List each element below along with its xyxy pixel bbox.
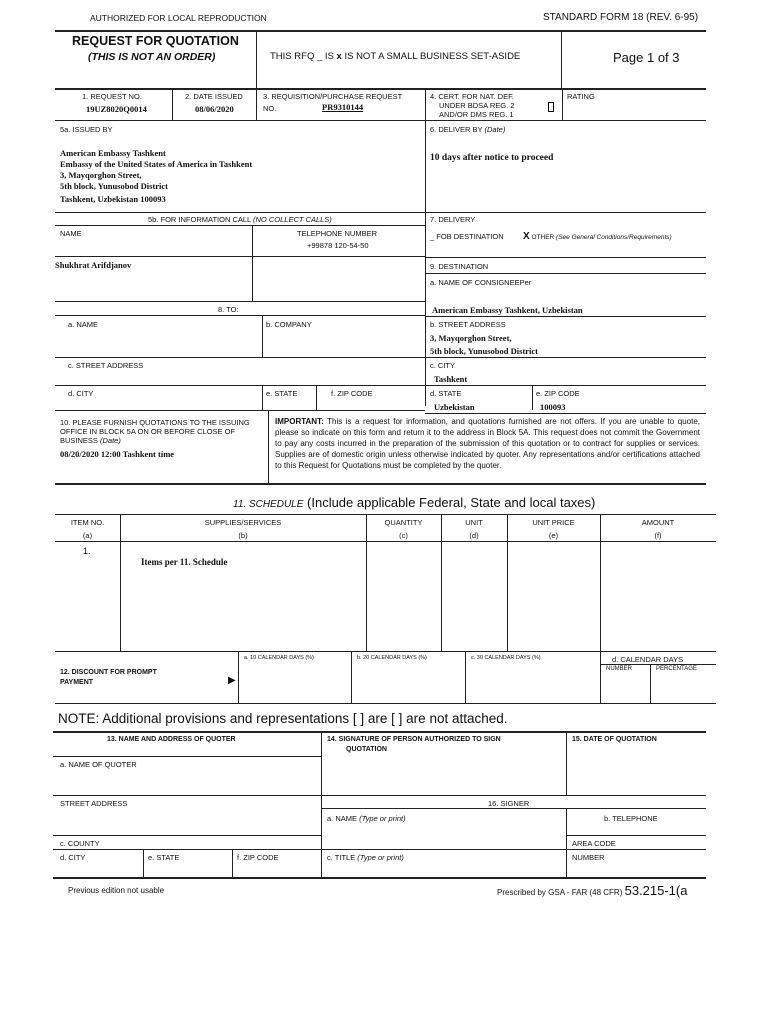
city-value: Tashkent: [434, 374, 468, 384]
request-no-value: 19UZ8020Q0014: [86, 104, 147, 114]
quoter-zip-label: f. ZIP CODE: [237, 853, 279, 862]
quoter-name-label: a. NAME OF QUOTER: [60, 760, 137, 769]
discount-10-days: a. 10 CALENDAR DAYS (%): [244, 655, 314, 661]
schedule-title: 11. SCHEDULE (Include applicable Federal, State and local taxes): [233, 495, 596, 510]
to-zip-label: f. ZIP CODE: [331, 389, 373, 398]
state-label: d. STATE: [430, 389, 462, 398]
discount-percentage: PERCENTAGE: [656, 666, 697, 672]
important-notice: IMPORTANT: This is a request for information, and quotations furnished are not offers. If you are unable to quote, please so indicate on this form and return it to the address in Block 5A. This request does not commit the Government to pay any costs incurred in the preparation of the submission of this quotation or to contract for supplies or services. Supplies are of domestic origin unless otherwise indicated by quoter. Any representations and/or certifications attached to this Request for Quotations must be completed by the quoter.: [275, 417, 700, 470]
discount-calendar-days: d. CALENDAR DAYS: [612, 655, 684, 664]
cert-checkbox[interactable]: [548, 102, 554, 112]
delivery-label: 7. DELIVERY: [430, 215, 476, 224]
date-issued-value: 08/06/2020: [195, 104, 234, 114]
state-value: Uzbekistan: [434, 402, 475, 412]
cert-label-1: 4. CERT. FOR NAT. DEF.: [430, 92, 514, 101]
area-code-label: AREA CODE: [572, 839, 616, 848]
street-address-line-2: 5th block, Yunusobod District: [430, 346, 539, 356]
quoter-state-label: e. STATE: [148, 853, 180, 862]
provisions-note: NOTE: Additional provisions and representations [ ] are [ ] are not attached.: [58, 711, 508, 726]
col-item-no: ITEM NO.: [70, 518, 105, 527]
form-title: REQUEST FOR QUOTATION: [72, 34, 239, 48]
delivery-other-option[interactable]: X OTHER (See General Conditions/Requirements): [523, 231, 672, 242]
discount-label-1: 12. DISCOUNT FOR PROMPT: [60, 669, 157, 676]
request-no-label: 1. REQUEST NO.: [82, 92, 142, 101]
issued-by-line-1: American Embassy Tashkent: [60, 148, 166, 158]
col-amount-sub: (f): [654, 531, 662, 540]
col-unit-sub: (d): [469, 531, 479, 540]
item-description: Items per 11. Schedule: [141, 557, 228, 567]
col-supplies-sub: (b): [238, 531, 248, 540]
phone-number-label: NUMBER: [572, 853, 605, 862]
issued-by-line-3: 3, Mayqorghon Street,: [60, 170, 142, 180]
signer-name-label: a. NAME (Type or print): [327, 814, 406, 823]
deliver-by-label: 6. DELIVER BY (Date): [430, 125, 506, 134]
quoter-county-label: c. COUNTY: [60, 839, 100, 848]
requisition-no-label: NO.: [263, 104, 277, 113]
contact-name-label: NAME: [60, 229, 82, 238]
city-label: c. CITY: [430, 361, 456, 370]
col-supplies: SUPPLIES/SERVICES: [204, 518, 282, 527]
footer-edition-note: Previous edition not usable: [68, 886, 165, 895]
quoter-street-label: STREET ADDRESS: [60, 799, 128, 808]
discount-20-days: b. 20 CALENDAR DAYS (%): [357, 655, 427, 661]
issued-by-label: 5a. ISSUED BY: [60, 125, 113, 134]
form-number: STANDARD FORM 18 (REV. 6-95): [543, 12, 699, 23]
issued-by-line-2: Embassy of the United States of America in Tashkent: [60, 159, 253, 169]
cert-label-2: UNDER BDSA REG. 2: [439, 101, 515, 110]
street-address-label: b. STREET ADDRESS: [430, 320, 506, 329]
set-aside-statement: THIS RFQ _ IS x IS NOT A SMALL BUSINESS SET-ASIDE: [270, 51, 521, 62]
signer-telephone-label: b. TELEPHONE: [604, 814, 658, 823]
telephone-value: +99878 120-54-50: [307, 241, 369, 250]
deliver-by-value: 10 days after notice to proceed: [430, 153, 554, 163]
top-rule: [55, 30, 706, 32]
contact-name-value: Shukhrat Arifdjanov: [55, 260, 132, 270]
consignee-label: a. NAME OF CONSIGNEEPer: [430, 278, 532, 287]
consignee-value: American Embassy Tashkent, Uzbekistan: [432, 305, 583, 315]
zip-label: e. ZIP CODE: [536, 389, 580, 398]
signature-block-title-1: 14. SIGNATURE OF PERSON AUTHORIZED TO SIGN: [327, 736, 501, 743]
page-indicator: Page 1 of 3: [613, 50, 680, 65]
to-label: 8. TO:: [218, 305, 239, 314]
signer-title: 16. SIGNER: [488, 799, 530, 808]
col-unit: UNIT: [465, 518, 483, 527]
fob-destination-option[interactable]: _ FOB DESTINATION: [430, 232, 504, 241]
col-amount: AMOUNT: [641, 518, 675, 527]
to-company-label: b. COMPANY: [266, 320, 312, 329]
quote-deadline-value: 08/20/2020 12:00 Tashkent time: [60, 449, 175, 459]
col-quantity: QUANTITY: [384, 518, 423, 527]
discount-30-days: c. 30 CALENDAR DAYS (%): [471, 655, 541, 661]
quotation-date-title: 15. DATE OF QUOTATION: [572, 736, 657, 743]
col-quantity-sub: (c): [399, 531, 408, 540]
arrow-right-icon: ▶: [228, 675, 236, 686]
zip-value: 100093: [540, 402, 566, 412]
to-state-label: e. STATE: [266, 389, 298, 398]
issued-by-line-4: 5th block, Yunusobod District: [60, 181, 169, 191]
signature-block-title-2: QUOTATION: [346, 746, 387, 753]
signer-title-label: c. TITLE (Type or print): [327, 853, 404, 862]
item-number: 1.: [83, 546, 91, 556]
discount-label-2: PAYMENT: [60, 679, 94, 686]
rating-label: RATING: [567, 92, 595, 101]
quoter-block-title: 13. NAME AND ADDRESS OF QUOTER: [107, 736, 236, 743]
col-item-no-sub: (a): [82, 531, 93, 540]
form-subtitle: (THIS IS NOT AN ORDER): [88, 51, 216, 63]
authorization-note: AUTHORIZED FOR LOCAL REPRODUCTION: [90, 13, 267, 23]
issued-by-line-5: Tashkent, Uzbekistan 100093: [60, 194, 166, 204]
quote-deadline-label: 10. PLEASE FURNISH QUOTATIONS TO THE ISSUING OFFICE IN BLOCK 5A ON OR BEFORE CLOSE OF BUSINESS (Date): [60, 418, 250, 445]
requisition-value: PR9310144: [322, 102, 364, 112]
info-call-label: 5b. FOR INFORMATION CALL (NO COLLECT CALLS): [148, 215, 332, 224]
footer-prescribed: Prescribed by GSA - FAR (48 CFR) 53.215-1(a: [497, 883, 688, 898]
discount-number: NUMBER: [606, 666, 633, 672]
quoter-city-label: d. CITY: [60, 853, 86, 862]
date-issued-label: 2. DATE ISSUED: [185, 92, 243, 101]
cert-label-3: AND/OR DMS REG. 1: [439, 110, 514, 119]
col-unit-price: UNIT PRICE: [532, 518, 575, 527]
destination-label: 9. DESTINATION: [430, 262, 489, 271]
telephone-label: TELEPHONE NUMBER: [297, 229, 378, 238]
to-name-label: a. NAME: [68, 320, 99, 329]
col-unit-price-sub: (e): [548, 531, 559, 540]
requisition-label: 3. REQUISITION/PURCHASE REQUEST: [263, 92, 403, 101]
to-city-label: d. CITY: [68, 389, 94, 398]
to-street-label: c. STREET ADDRESS: [68, 361, 144, 370]
street-address-line-1: 3, Mayqorghon Street,: [430, 333, 512, 343]
